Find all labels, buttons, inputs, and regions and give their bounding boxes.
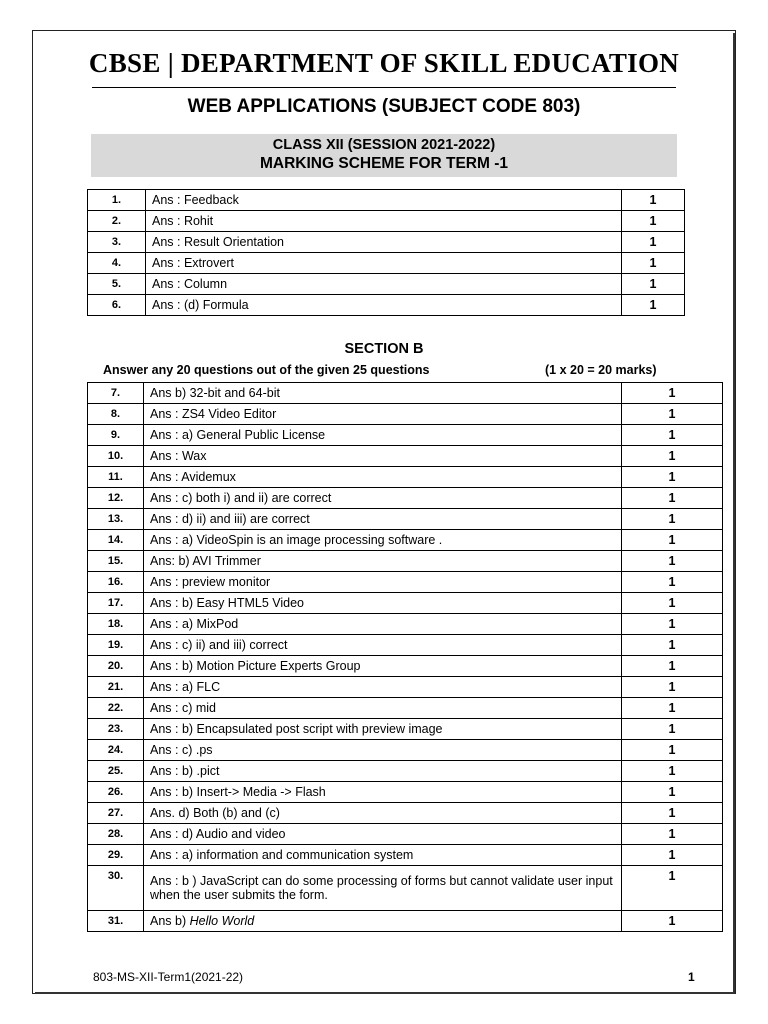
table-row [88,467,723,488]
answer-cell: Ans. d) Both (b) and (c) [144,803,622,824]
marks-cell: 1 [622,467,723,488]
question-number: 26. [88,782,144,803]
marks-cell: 1 [622,803,723,824]
table-row [88,446,723,467]
table-row [88,761,723,782]
question-number: 4. [88,253,146,274]
scheme-line: MARKING SCHEME FOR TERM -1 [260,155,508,172]
section-b-marks-note: (1 x 20 = 20 marks) [545,363,657,377]
answer-cell: Ans : c) ii) and iii) correct [144,635,622,656]
marks-cell: 1 [622,614,723,635]
marks-cell: 1 [622,488,723,509]
question-number: 11. [88,467,144,488]
table-row [88,740,723,761]
marks-cell: 1 [622,211,685,232]
question-number: 1. [88,190,146,211]
table-row [88,253,685,274]
marks-cell: 1 [622,551,723,572]
table-row [88,614,723,635]
answer-cell: Ans : b) .pict [144,761,622,782]
question-number: 12. [88,488,144,509]
question-number: 7. [88,383,144,404]
class-line: CLASS XII (SESSION 2021-2022) [272,137,496,153]
answer-prefix: Ans b) [150,914,190,928]
table-row [88,698,723,719]
answer-cell: Ans : a) VideoSpin is an image processing software . [144,530,622,551]
answer-cell: Ans : preview monitor [144,572,622,593]
marks-cell: 1 [622,911,723,932]
marks-cell: 1 [622,719,723,740]
section-b-heading: SECTION B [344,341,424,357]
table-row [88,782,723,803]
table-row [88,656,723,677]
question-number: 29. [88,845,144,866]
section-a-table [87,189,685,316]
table-row [88,911,723,932]
marks-cell: 1 [622,530,723,551]
marks-cell: 1 [622,446,723,467]
answer-cell: Ans : Result Orientation [146,232,622,253]
answer-cell: Ans : ZS4 Video Editor [144,404,622,425]
question-number: 5. [88,274,146,295]
question-number: 27. [88,803,144,824]
answer-cell: Ans : Rohit [146,211,622,232]
marks-cell: 1 [622,593,723,614]
answer-cell: Ans : Wax [144,446,622,467]
answer-cell: Ans : d) Audio and video [144,824,622,845]
question-number: 9. [88,425,144,446]
table-row [88,803,723,824]
table-row [88,404,723,425]
answer-cell: Ans : b) Encapsulated post script with preview image [144,719,622,740]
answer-cell: Ans : Column [146,274,622,295]
answer-cell: Ans : Feedback [146,190,622,211]
table-row [88,509,723,530]
marks-cell: 1 [622,274,685,295]
question-number: 15. [88,551,144,572]
table-row [88,677,723,698]
table-row [88,488,723,509]
answer-cell: Ans b) 32-bit and 64-bit [144,383,622,404]
question-number: 18. [88,614,144,635]
answer-cell: Ans : c) mid [144,698,622,719]
section-b-instruction: Answer any 20 questions out of the given 25 questions [103,363,430,377]
question-number: 24. [88,740,144,761]
table-row [88,274,685,295]
marks-cell: 1 [622,572,723,593]
footer-code: 803-MS-XII-Term1(2021-22) [93,970,244,984]
table-row [88,845,723,866]
table-row [88,551,723,572]
question-number: 13. [88,509,144,530]
page-number: 1 [688,970,695,984]
question-number: 22. [88,698,144,719]
marks-cell: 1 [622,383,723,404]
marks-cell: 1 [622,404,723,425]
table-row [88,232,685,253]
marks-cell: 1 [622,740,723,761]
table-row [88,383,723,404]
table-row [88,593,723,614]
answer-cell: Ans : d) ii) and iii) are correct [144,509,622,530]
table-row [88,425,723,446]
table-row [88,211,685,232]
marks-cell: 1 [622,656,723,677]
answer-cell: Ans : a) General Public License [144,425,622,446]
table-row [88,635,723,656]
answer-cell: Ans : a) information and communication system [144,845,622,866]
marks-cell: 1 [622,761,723,782]
answer-cell: Ans : Avidemux [144,467,622,488]
answer-cell: Ans : b ) JavaScript can do some processing of forms but cannot validate user input when the user submits the form. [144,866,622,911]
title-divider [92,87,676,88]
answer-cell: Ans : a) MixPod [144,614,622,635]
answer-cell: Ans : Extrovert [146,253,622,274]
answer-cell: Ans: b) AVI Trimmer [144,551,622,572]
marks-cell: 1 [622,845,723,866]
answer-cell: Ans : b) Easy HTML5 Video [144,593,622,614]
answer-cell: Ans : b) Motion Picture Experts Group [144,656,622,677]
question-number: 30. [88,866,144,911]
question-number: 14. [88,530,144,551]
question-number: 17. [88,593,144,614]
marks-cell: 1 [622,635,723,656]
answer-cell: Ans : a) FLC [144,677,622,698]
table-row [88,572,723,593]
question-number: 23. [88,719,144,740]
question-number: 20. [88,656,144,677]
marks-cell: 1 [622,190,685,211]
question-number: 31. [88,911,144,932]
marks-cell: 1 [622,425,723,446]
marks-cell: 1 [622,866,723,911]
marks-cell: 1 [622,232,685,253]
document-title: CBSE | DEPARTMENT OF SKILL EDUCATION [88,48,680,78]
table-row [88,295,685,316]
question-number: 19. [88,635,144,656]
question-number: 16. [88,572,144,593]
marks-cell: 1 [622,698,723,719]
marks-cell: 1 [622,677,723,698]
table-row [88,824,723,845]
subject-heading: WEB APPLICATIONS (SUBJECT CODE 803) [187,96,581,117]
question-number: 10. [88,446,144,467]
answer-italic: Hello World [189,914,255,928]
answer-cell: Ans : c) both i) and ii) are correct [144,488,622,509]
class-banner [91,134,677,177]
question-number: 3. [88,232,146,253]
question-number: 28. [88,824,144,845]
question-number: 8. [88,404,144,425]
marks-cell: 1 [622,253,685,274]
section-b-table [87,382,723,932]
answer-cell: Ans : (d) Formula [146,295,622,316]
question-number: 2. [88,211,146,232]
question-number: 21. [88,677,144,698]
table-row [88,866,723,911]
answer-cell: Ans : b) Insert-> Media -> Flash [144,782,622,803]
table-row [88,190,685,211]
answer-cell [144,911,622,932]
table-row [88,719,723,740]
marks-cell: 1 [622,824,723,845]
marks-cell: 1 [622,295,685,316]
table-row [88,530,723,551]
question-number: 25. [88,761,144,782]
answer-cell: Ans : c) .ps [144,740,622,761]
question-number: 6. [88,295,146,316]
marks-cell: 1 [622,782,723,803]
marks-cell: 1 [622,509,723,530]
